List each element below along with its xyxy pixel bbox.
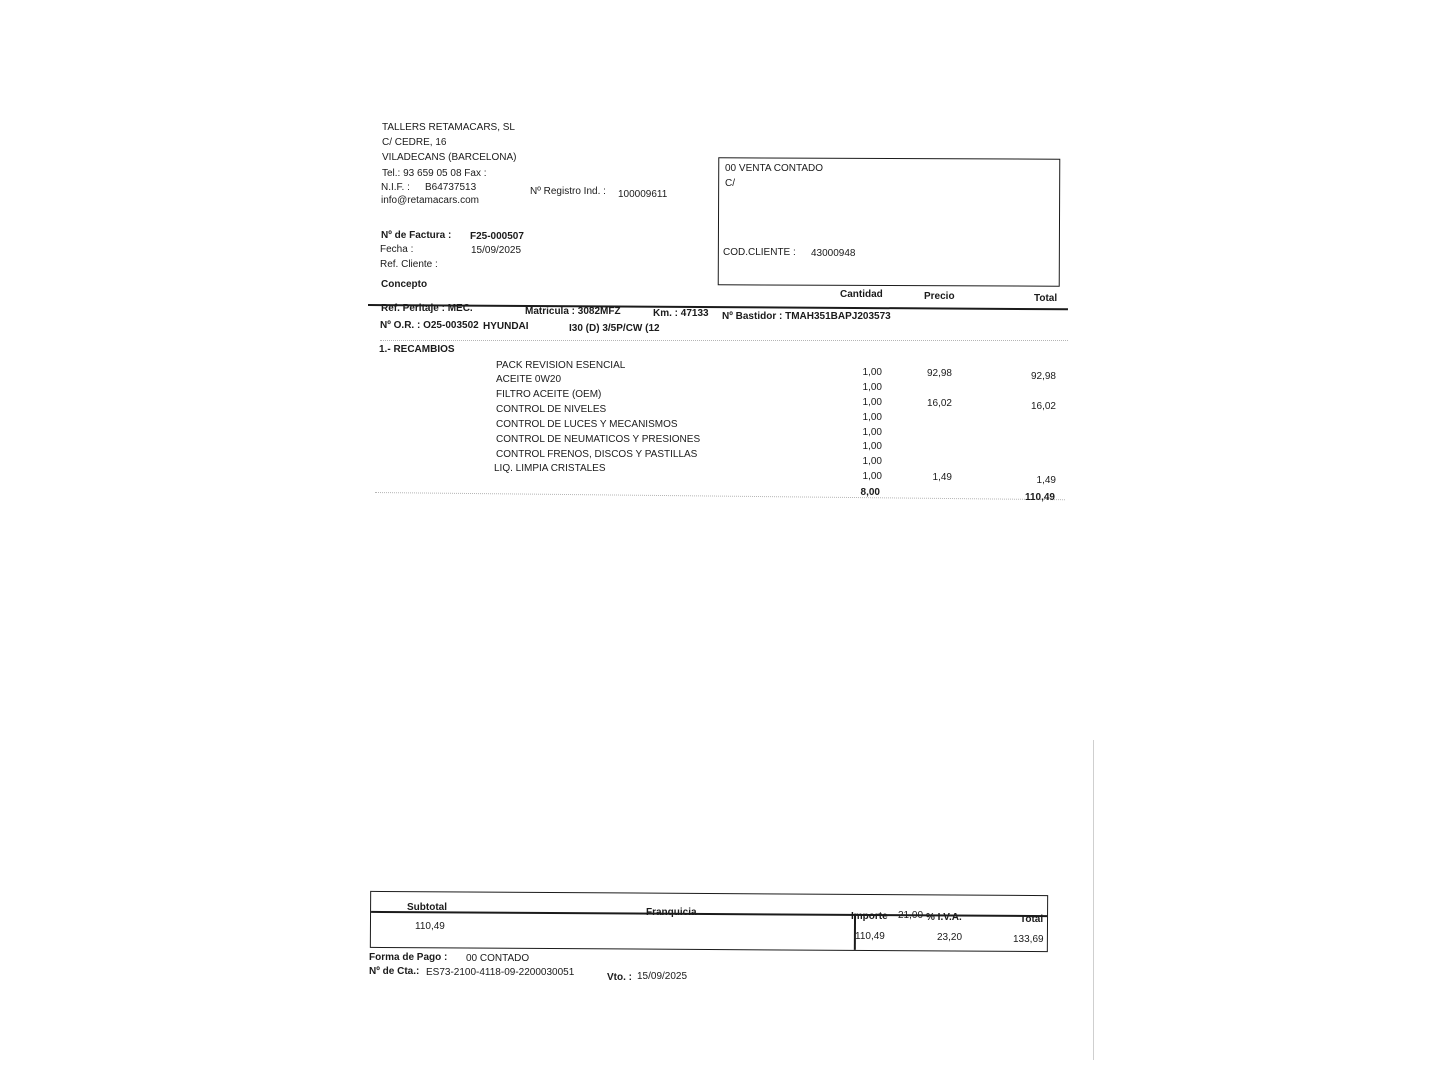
importe-label: Importe	[851, 911, 888, 922]
franquicia-label: Franquicia	[646, 907, 697, 918]
item-total: 16,02	[1030, 401, 1056, 412]
company-phone: Tel.: 93 659 05 08 Fax :	[382, 168, 487, 179]
registro-label: Nº Registro Ind. :	[530, 186, 606, 197]
vehicle-model: I30 (D) 3/5P/CW (12	[569, 323, 660, 334]
invoice-number-label: Nº de Factura :	[381, 230, 452, 241]
item-quantity: 1,00	[862, 427, 882, 438]
header-cantidad: Cantidad	[840, 289, 883, 300]
kilometers: Km. : 47133	[653, 308, 709, 319]
item-description: CONTROL DE NEUMATICOS Y PRESIONES	[496, 434, 701, 445]
account-label: Nº de Cta.:	[369, 966, 420, 977]
client-ref-label: Ref. Cliente :	[380, 259, 438, 270]
scan-edge-line	[1093, 740, 1094, 1060]
company-name: TALLERS RETAMACARS, SL	[382, 122, 515, 133]
company-city: VILADECANS (BARCELONA)	[382, 152, 517, 163]
work-order-number: Nº O.R. : O25-003502	[380, 320, 479, 331]
due-date-label: Vto. :	[607, 972, 632, 983]
iva-value: 23,20	[937, 932, 963, 943]
ref-peritaje: Ref. Peritaje : MEC.	[381, 303, 473, 314]
section-amount-total: 110,49	[1024, 492, 1055, 503]
vehicle-make: HYUNDAI	[483, 321, 529, 332]
item-quantity: 1,00	[862, 471, 882, 482]
registro-value: 100009611	[618, 189, 668, 200]
item-total: 1,49	[1036, 475, 1056, 486]
item-quantity: 1,00	[862, 397, 882, 408]
matricula: Matricula : 3082MFZ	[525, 306, 621, 317]
total-label: Total	[1020, 914, 1044, 925]
client-address: C/	[725, 178, 735, 189]
item-quantity: 1,00	[862, 456, 882, 467]
item-description: FILTRO ACEITE (OEM)	[496, 389, 602, 400]
item-description: CONTROL DE NIVELES	[496, 404, 607, 415]
item-quantity: 1,00	[862, 382, 882, 393]
vehicle-dotted-rule	[380, 340, 1068, 341]
payment-method-label: Forma de Pago :	[369, 952, 448, 963]
item-description: LIQ. LIMPIA CRISTALES	[494, 463, 606, 474]
item-description: ACEITE 0W20	[496, 374, 562, 385]
subtotal-label: Subtotal	[407, 902, 447, 913]
item-quantity: 1,00	[862, 441, 882, 452]
items-dotted-rule	[375, 492, 1065, 500]
invoice-date-label: Fecha :	[380, 244, 414, 255]
company-nif-label: N.I.F. :	[381, 182, 410, 193]
section-qty-total: 8,00	[860, 487, 880, 498]
company-email: info@retamacars.com	[381, 195, 479, 206]
item-price: 92,98	[926, 368, 952, 379]
item-price: 1,49	[932, 472, 952, 483]
importe-value: 110,49	[855, 931, 885, 942]
total-value: 133,69	[1013, 934, 1044, 945]
item-total: 92,98	[1030, 371, 1056, 382]
payment-method-value: 00 CONTADO	[466, 953, 530, 964]
header-total: Total	[1034, 293, 1058, 304]
client-code-label: COD.CLIENTE :	[723, 247, 796, 258]
item-price: 16,02	[926, 398, 952, 409]
header-concepto: Concepto	[381, 279, 428, 290]
invoice-date-value: 15/09/2025	[471, 245, 522, 256]
client-box	[718, 157, 1061, 286]
subtotal-value: 110,49	[415, 921, 445, 932]
client-code-value: 43000948	[811, 248, 856, 259]
iva-label: % I.V.A.	[926, 912, 962, 923]
iva-rate: 21,00	[898, 910, 924, 921]
section-title: 1.- RECAMBIOS	[379, 344, 455, 355]
header-precio: Precio	[924, 291, 955, 302]
company-street: C/ CEDRE, 16	[382, 137, 447, 148]
item-quantity: 1,00	[862, 412, 882, 423]
account-value: ES73-2100-4118-09-2200030051	[426, 967, 575, 978]
item-description: CONTROL DE LUCES Y MECANISMOS	[496, 419, 678, 430]
invoice-number-value: F25-000507	[470, 231, 524, 242]
item-quantity: 1,00	[862, 367, 882, 378]
company-nif-value: B64737513	[425, 182, 477, 193]
bastidor: Nº Bastidor : TMAH351BAPJ203573	[722, 311, 891, 322]
due-date-value: 15/09/2025	[637, 971, 688, 982]
item-description: PACK REVISION ESENCIAL	[496, 360, 626, 371]
item-description: CONTROL FRENOS, DISCOS Y PASTILLAS	[496, 449, 698, 460]
client-name: 00 VENTA CONTADO	[725, 163, 823, 174]
